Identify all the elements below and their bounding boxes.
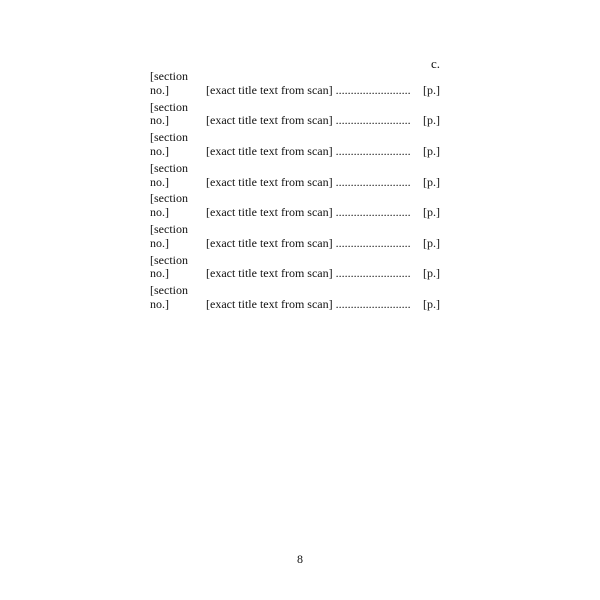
page-number: 8 — [297, 552, 303, 566]
toc-entry — [150, 70, 440, 98]
toc-entry-number: [section no.] — [150, 160, 188, 189]
toc-entry-number: [section no.] — [150, 99, 188, 128]
toc-entry-number: [section no.] — [150, 283, 188, 311]
toc-entry-number: [section no.] — [150, 191, 188, 220]
toc-entry — [150, 192, 440, 220]
toc-entry-page: [p.] — [423, 143, 440, 158]
toc-entry — [150, 131, 440, 159]
toc-entry-title: [exact title text from scan] ..... — [206, 176, 410, 190]
toc-entry — [150, 284, 440, 312]
toc-entry — [150, 162, 440, 190]
toc-entry — [150, 254, 440, 282]
toc-entry-page: [p.] — [423, 174, 440, 189]
toc-entry-number: [section no.] — [150, 69, 188, 97]
toc-entry-page: [p.] — [423, 113, 440, 128]
toc-entry-title: [exact title text from scan] ..... — [206, 145, 410, 159]
toc-entry — [150, 101, 440, 129]
toc-entry-page: [p.] — [423, 82, 440, 97]
toc-entry-title: [exact title text from scan] ..... — [206, 206, 410, 220]
page-column-header: с. — [430, 56, 440, 71]
toc-entry-title: [exact title text from scan] ..... — [206, 84, 410, 98]
table-of-contents — [150, 70, 440, 315]
toc-entry-page: [p.] — [423, 235, 440, 250]
toc-entry-title: [exact title text from scan] ..... — [206, 267, 410, 281]
toc-entry-number: [section no.] — [150, 130, 188, 158]
toc-entry-number: [section no.] — [150, 252, 188, 281]
toc-entry-title: [exact title text from scan] ..... — [206, 237, 410, 251]
toc-entry-number: [section no.] — [150, 221, 188, 250]
toc-entry-page: [p.] — [423, 205, 440, 220]
toc-entry-title: [exact title text from scan] ..... — [206, 114, 410, 128]
toc-entry — [150, 223, 440, 251]
toc-entry-page: [p.] — [423, 266, 440, 281]
toc-entry-page: [p.] — [423, 296, 440, 311]
toc-entry-title: [exact title text from scan] ..... — [206, 298, 410, 312]
